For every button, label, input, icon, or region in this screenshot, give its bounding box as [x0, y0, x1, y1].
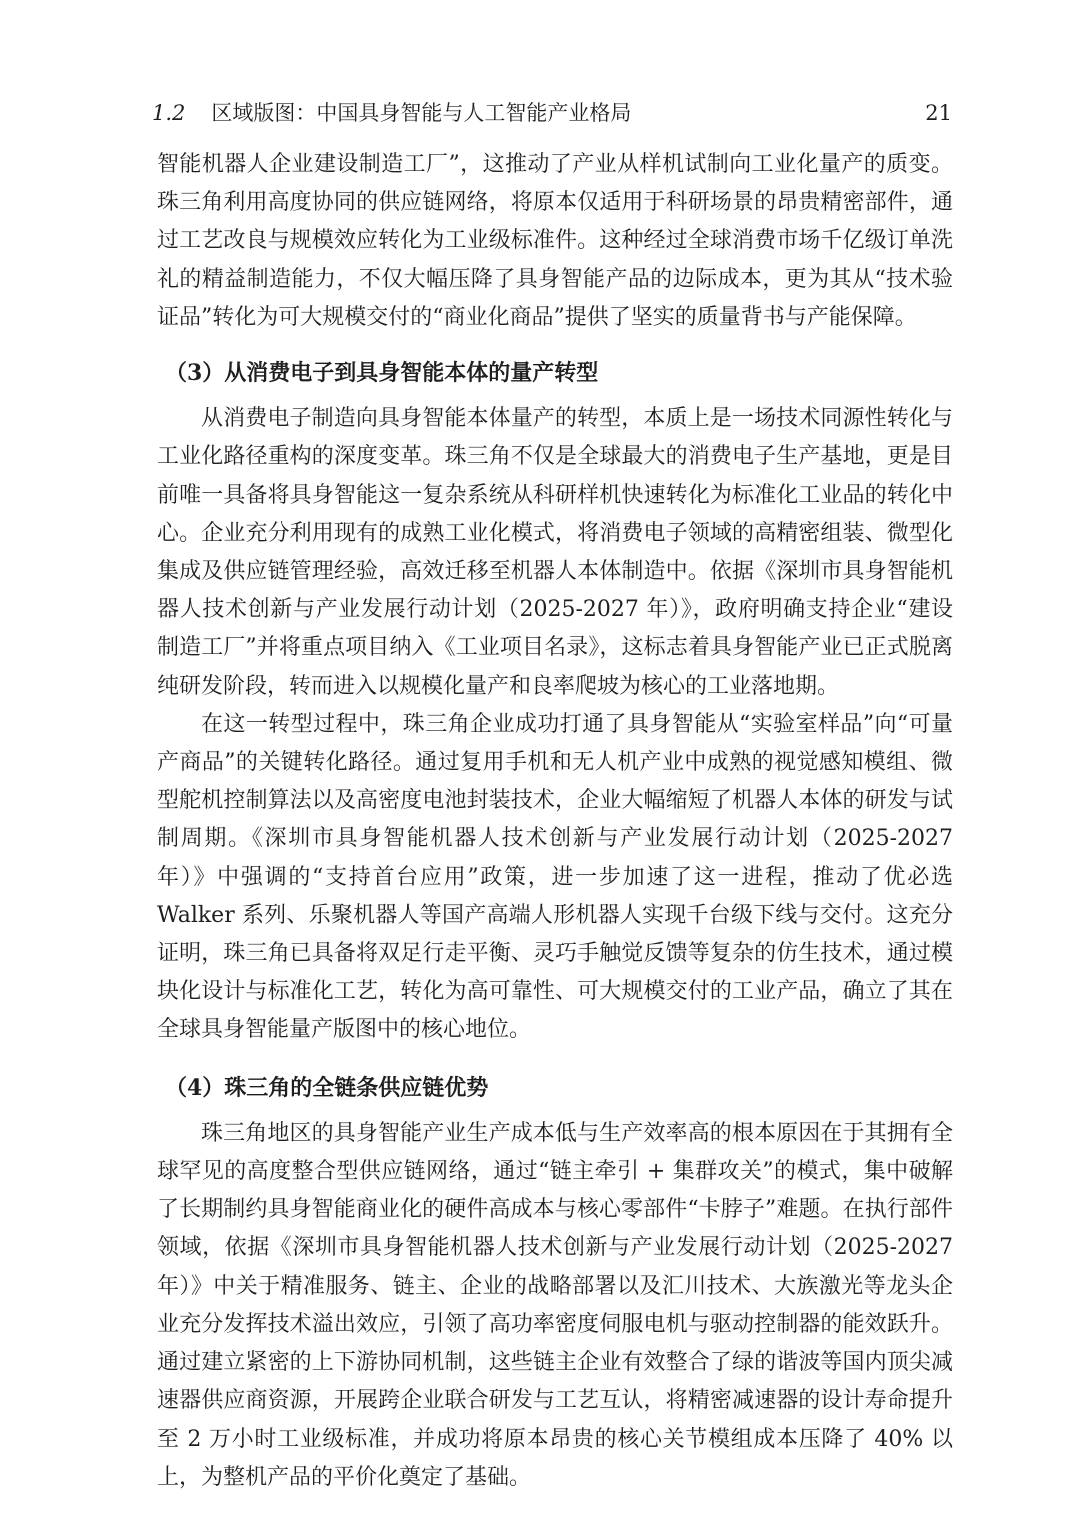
paragraph: 在这一转型过程中，珠三角企业成功打通了具身智能从“实验室样品”向“可量产商品”的关键转化路径。通过复用手机和无人机产业中成熟的视觉感知模组、微型舵机控制算法以及高密度电池封装技术，企业大幅缩短了机器人本体的研发与试制周期。《深圳市具身智能机器人技术创新与产业发展行动计划（2025-2027 年）》中强调的“支持首台应用”政策，进一步加速了这一进程，推动了优必选 Walker 系列、乐聚机器人等国产高端人形机器人实现千台级下线与交付。这充分证明，珠三角已具备将双足行走平衡、灵巧手触觉反馈等复杂的仿生技术，通过模块化设计与标准化工艺，转化为高可靠性、可大规模交付的工业产品，确立了其在全球具身智能量产版图中的核心地位。	[157, 711, 953, 1043]
subsection-heading-3: （3）从消费电子到具身智能本体的量产转型	[165, 360, 599, 387]
paragraph-continued: 智能机器人企业建设制造工厂”，这推动了产业从样机试制向工业化量产的质变。珠三角利用高度协同的供应链网络，将原本仅适用于科研场景的昂贵精密部件，通过工艺改良与规模效应转化为工业级标准件。这种经过全球消费市场千亿级订单洗礼的精益制造能力，不仅大幅压降了具身智能产品的边际成本，更为其从“技术验证品”转化为可大规模交付的“商业化商品”提供了坚实的质量背书与产能保障。	[157, 152, 953, 330]
section-title: 区域版图：中国具身智能与人工智能产业格局	[211, 101, 632, 125]
paragraph: 从消费电子制造向具身智能本体量产的转型，本质上是一场技术同源性转化与工业化路径重构的深度变革。珠三角不仅是全球最大的消费电子生产基地，更是目前唯一具备将具身智能这一复杂系统从科研样机快速转化为标准化工业品的转化中心。企业充分利用现有的成熟工业化模式，将消费电子领域的高精密组装、微型化集成及供应链管理经验，高效迁移至机器人本体制造中。依据《深圳市具身智能机器人技术创新与产业发展行动计划（2025-2027 年）》，政府明确支持企业“建设制造工厂”并将重点项目纳入《工业项目名录》，这标志着具身智能产业已正式脱离纯研发阶段，转而进入以规模化量产和良率爬坡为核心的工业落地期。	[157, 406, 953, 699]
subsection-heading-4: （4）珠三角的全链条供应链优势	[165, 1074, 489, 1101]
body-text	[157, 146, 953, 1497]
page-number: 21	[925, 101, 952, 125]
section-number: 1.2	[152, 101, 186, 125]
running-header	[152, 96, 952, 130]
paragraph: 珠三角地区的具身智能产业生产成本低与生产效率高的根本原因在于其拥有全球罕见的高度整合型供应链网络，通过“链主牵引 + 集群攻关”的模式，集中破解了长期制约具身智能商业化的硬件高成本与核心零部件“卡脖子”难题。在执行部件领域，依据《深圳市具身智能机器人技术创新与产业发展行动计划（2025-2027 年）》中关于精准服务、链主、企业的战略部署以及汇川技术、大族激光等龙头企业充分发挥技术溢出效应，引领了高功率密度伺服电机与驱动控制器的能效跃升。通过建立紧密的上下游协同机制，这些链主企业有效整合了绿的谐波等国内顶尖减速器供应商资源，开展跨企业联合研发与工艺互认，将精密减速器的设计寿命提升至 2 万小时工业级标准，并成功将原本昂贵的核心关节模组成本压降了 40% 以上，为整机产品的平价化奠定了基础。	[157, 1120, 953, 1490]
